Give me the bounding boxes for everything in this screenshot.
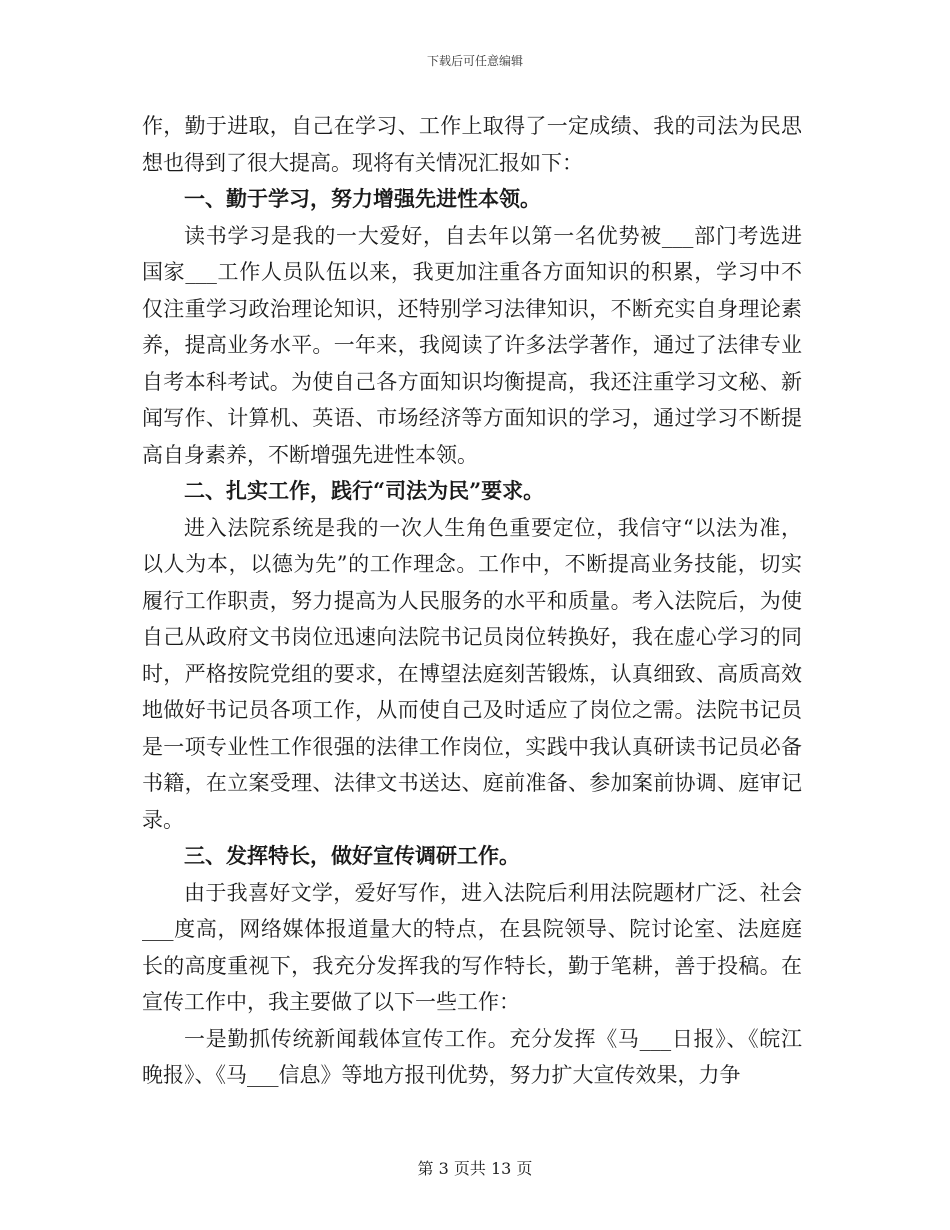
document-body (142, 108, 802, 1094)
page-footer: 第 3 页共 13 页 (417, 1159, 533, 1178)
paragraph-media: 一是勤抓传统新闻载体宣传工作。充分发挥《马___日报》、《皖江晚报》、《马___信息》等地方报刊优势，努力扩大宣传效果，力争 (142, 1026, 802, 1087)
section-heading-1: 一、勤于学习，努力增强先进性本领。 (184, 186, 541, 211)
section-heading-2: 二、扎实工作，践行“司法为民”要求。 (184, 478, 545, 503)
paragraph-continuation: 作，勤于进取，自己在学习、工作上取得了一定成绩、我的司法为民思想也得到了很大提高。现将有关情况汇报如下： (142, 114, 802, 175)
paragraph-publicity: 由于我喜好文学，爱好写作，进入法院后利用法院题材广泛、社会___度高，网络媒体报道量大的特点，在县院领导、院讨论室、法庭庭长的高度重视下，我充分发挥我的写作特长，勤于笔耕，善于投稿。在宣传工作中，我主要做了以下一些工作： (142, 880, 802, 1014)
paragraph-study: 读书学习是我的一大爱好，自去年以第一名优势被___部门考选进国家___工作人员队伍以来，我更加注重各方面知识的积累，学习中不仅注重学习政治理论知识，还特别学习法律知识，不断充实自身理论素养，提高业务水平。一年来，我阅读了许多法学著作，通过了法律专业自考本科考试。为使自己各方面知识均衡提高，我还注重学习文秘、新闻写作、计算机、英语、市场经济等方面知识的学习，通过学习不断提高自身素养，不断增强先进性本领。 (142, 223, 802, 467)
page-header: 下载后可任意编辑 (426, 54, 523, 68)
paragraph-work: 进入法院系统是我的一次人生角色重要定位，我信守“以法为准，以人为本，以德为先”的工作理念。工作中，不断提高业务技能，切实履行工作职责，努力提高为人民服务的水平和质量。考入法院后，为使自己从政府文书岗位迅速向法院书记员岗位转换好，我在虚心学习的同时，严格按院党组的要求，在博望法庭刻苦锻炼，认真细致、高质高效地做好书记员各项工作，从而使自己及时适应了岗位之需。法院书记员是一项专业性工作很强的法律工作岗位，实践中我认真研读书记员必备书籍，在立案受理、法律文书送达、庭前准备、参加案前协调、庭审记录。 (142, 515, 802, 832)
section-heading-3: 三、发挥特长，做好宣传调研工作。 (184, 843, 520, 868)
